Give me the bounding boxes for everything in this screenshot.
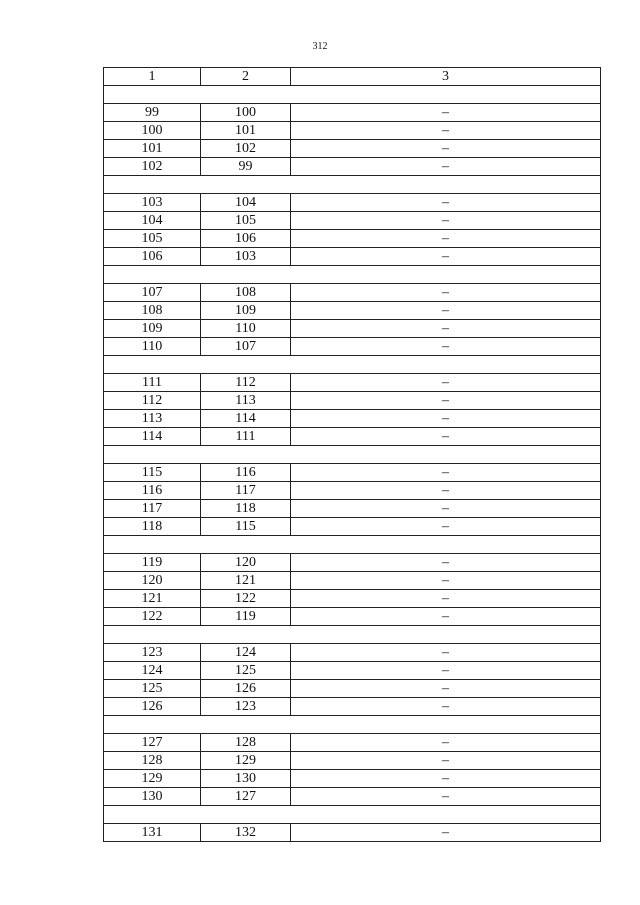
cell-col-3: –: [291, 770, 601, 788]
cell-col-2: 103: [201, 248, 291, 266]
cell-col-3: –: [291, 734, 601, 752]
table-row: [104, 590, 601, 608]
cell-col-2: 128: [201, 734, 291, 752]
cell-col-3: –: [291, 608, 601, 626]
cell-col-3: –: [291, 122, 601, 140]
cell-col-2: 102: [201, 140, 291, 158]
table-row: [104, 122, 601, 140]
table-row: [104, 662, 601, 680]
cell-col-2: 123: [201, 698, 291, 716]
cell-col-1: 110: [104, 338, 201, 356]
separator-cell: [104, 536, 601, 554]
separator-cell: [104, 356, 601, 374]
group-separator-row: [104, 176, 601, 194]
table-row: [104, 770, 601, 788]
cell-col-1: 109: [104, 320, 201, 338]
group-separator-row: [104, 536, 601, 554]
cell-col-3: –: [291, 698, 601, 716]
cell-col-2: 120: [201, 554, 291, 572]
cell-col-2: 111: [201, 428, 291, 446]
cell-col-2: 122: [201, 590, 291, 608]
cell-col-1: 125: [104, 680, 201, 698]
cell-col-3: –: [291, 140, 601, 158]
cell-col-1: 121: [104, 590, 201, 608]
table-row: [104, 824, 601, 842]
cell-col-1: 108: [104, 302, 201, 320]
data-table: [103, 67, 601, 842]
cell-col-1: 105: [104, 230, 201, 248]
table-row: [104, 554, 601, 572]
cell-col-3: –: [291, 662, 601, 680]
table-row: [104, 194, 601, 212]
table-row: [104, 608, 601, 626]
table-row: [104, 320, 601, 338]
cell-col-1: 127: [104, 734, 201, 752]
table-row: [104, 338, 601, 356]
cell-col-2: 115: [201, 518, 291, 536]
cell-col-1: 118: [104, 518, 201, 536]
cell-col-3: –: [291, 248, 601, 266]
cell-col-1: 130: [104, 788, 201, 806]
column-header-2: 2: [201, 68, 291, 86]
cell-col-1: 104: [104, 212, 201, 230]
column-header-3: 3: [291, 68, 601, 86]
separator-cell: [104, 626, 601, 644]
cell-col-2: 107: [201, 338, 291, 356]
table-row: [104, 140, 601, 158]
cell-col-2: 113: [201, 392, 291, 410]
table-row: [104, 104, 601, 122]
table-row: [104, 572, 601, 590]
table-row: [104, 518, 601, 536]
cell-col-3: –: [291, 104, 601, 122]
cell-col-1: 124: [104, 662, 201, 680]
cell-col-3: –: [291, 554, 601, 572]
table-header-row: [104, 68, 601, 86]
cell-col-1: 129: [104, 770, 201, 788]
cell-col-2: 132: [201, 824, 291, 842]
cell-col-3: –: [291, 644, 601, 662]
cell-col-1: 100: [104, 122, 201, 140]
cell-col-2: 99: [201, 158, 291, 176]
cell-col-2: 119: [201, 608, 291, 626]
cell-col-1: 119: [104, 554, 201, 572]
cell-col-2: 109: [201, 302, 291, 320]
separator-cell: [104, 266, 601, 284]
cell-col-2: 127: [201, 788, 291, 806]
cell-col-2: 129: [201, 752, 291, 770]
table-body: [104, 68, 601, 842]
group-separator-row: [104, 266, 601, 284]
cell-col-1: 101: [104, 140, 201, 158]
table-row: [104, 464, 601, 482]
cell-col-2: 130: [201, 770, 291, 788]
table-row: [104, 788, 601, 806]
cell-col-1: 116: [104, 482, 201, 500]
cell-col-3: –: [291, 410, 601, 428]
cell-col-2: 104: [201, 194, 291, 212]
cell-col-2: 100: [201, 104, 291, 122]
group-separator-row: [104, 716, 601, 734]
cell-col-1: 99: [104, 104, 201, 122]
table-row: [104, 482, 601, 500]
table-row: [104, 248, 601, 266]
cell-col-3: –: [291, 680, 601, 698]
cell-col-3: –: [291, 158, 601, 176]
cell-col-2: 106: [201, 230, 291, 248]
table-row: [104, 698, 601, 716]
cell-col-2: 121: [201, 572, 291, 590]
cell-col-3: –: [291, 500, 601, 518]
separator-cell: [104, 716, 601, 734]
cell-col-3: –: [291, 518, 601, 536]
table-row: [104, 734, 601, 752]
cell-col-3: –: [291, 230, 601, 248]
cell-col-1: 122: [104, 608, 201, 626]
cell-col-3: –: [291, 428, 601, 446]
separator-cell: [104, 806, 601, 824]
table-row: [104, 212, 601, 230]
table-row: [104, 158, 601, 176]
table-row: [104, 500, 601, 518]
cell-col-3: –: [291, 482, 601, 500]
group-separator-row: [104, 356, 601, 374]
cell-col-3: –: [291, 590, 601, 608]
table-row: [104, 752, 601, 770]
table-row: [104, 428, 601, 446]
cell-col-1: 120: [104, 572, 201, 590]
cell-col-2: 124: [201, 644, 291, 662]
cell-col-1: 106: [104, 248, 201, 266]
cell-col-1: 112: [104, 392, 201, 410]
group-separator-row: [104, 626, 601, 644]
cell-col-2: 105: [201, 212, 291, 230]
cell-col-3: –: [291, 338, 601, 356]
table-row: [104, 284, 601, 302]
table-row: [104, 410, 601, 428]
separator-cell: [104, 176, 601, 194]
cell-col-1: 111: [104, 374, 201, 392]
cell-col-1: 107: [104, 284, 201, 302]
cell-col-1: 114: [104, 428, 201, 446]
cell-col-2: 108: [201, 284, 291, 302]
cell-col-1: 131: [104, 824, 201, 842]
cell-col-1: 128: [104, 752, 201, 770]
table-row: [104, 680, 601, 698]
cell-col-3: –: [291, 284, 601, 302]
page-number: 312: [312, 41, 328, 52]
cell-col-2: 116: [201, 464, 291, 482]
group-separator-row: [104, 446, 601, 464]
cell-col-3: –: [291, 212, 601, 230]
cell-col-1: 102: [104, 158, 201, 176]
group-separator-row: [104, 86, 601, 104]
cell-col-1: 123: [104, 644, 201, 662]
table-row: [104, 230, 601, 248]
cell-col-3: –: [291, 374, 601, 392]
separator-cell: [104, 446, 601, 464]
cell-col-2: 125: [201, 662, 291, 680]
cell-col-3: –: [291, 752, 601, 770]
cell-col-3: –: [291, 392, 601, 410]
cell-col-3: –: [291, 464, 601, 482]
cell-col-2: 118: [201, 500, 291, 518]
cell-col-3: –: [291, 572, 601, 590]
cell-col-2: 101: [201, 122, 291, 140]
cell-col-1: 103: [104, 194, 201, 212]
cell-col-3: –: [291, 302, 601, 320]
cell-col-1: 115: [104, 464, 201, 482]
cell-col-1: 113: [104, 410, 201, 428]
table-row: [104, 302, 601, 320]
cell-col-3: –: [291, 788, 601, 806]
cell-col-1: 126: [104, 698, 201, 716]
column-header-1: 1: [104, 68, 201, 86]
cell-col-2: 110: [201, 320, 291, 338]
cell-col-3: –: [291, 320, 601, 338]
separator-cell: [104, 86, 601, 104]
cell-col-2: 112: [201, 374, 291, 392]
table-row: [104, 374, 601, 392]
cell-col-3: –: [291, 194, 601, 212]
cell-col-1: 117: [104, 500, 201, 518]
group-separator-row: [104, 806, 601, 824]
cell-col-2: 114: [201, 410, 291, 428]
table-row: [104, 392, 601, 410]
cell-col-2: 126: [201, 680, 291, 698]
table-row: [104, 644, 601, 662]
cell-col-2: 117: [201, 482, 291, 500]
cell-col-3: –: [291, 824, 601, 842]
